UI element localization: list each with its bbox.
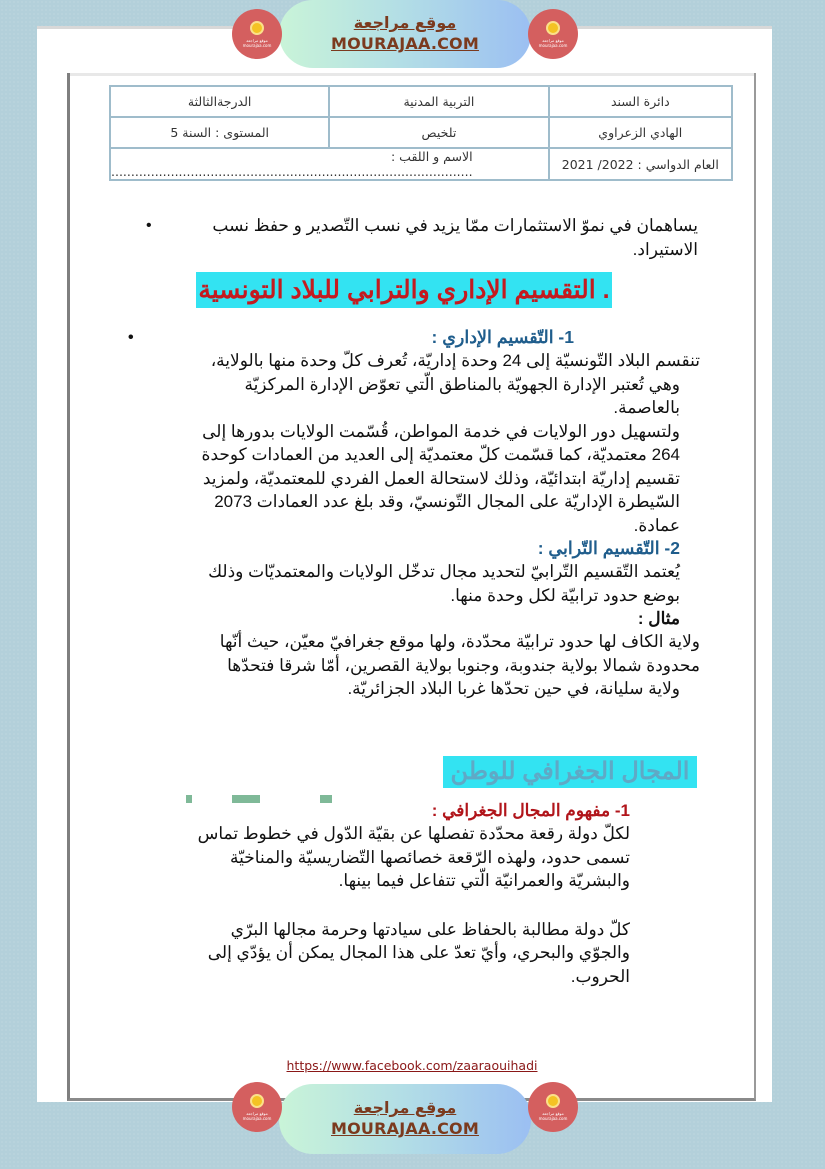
logo-icon [546, 1094, 560, 1108]
subheading-administrative: 1- التّقسيم الإداري : [431, 327, 574, 347]
paragraph-line: 264 معتمديّة، كما قسّمت كلّ معتمديّة إلى العديد من العمادات كوحدة [201, 445, 680, 464]
paragraph-line: كلّ دولة مطالبة بالحفاظ على سيادتها وحرمة مجالها البرّي [230, 919, 630, 939]
site-banner-top[interactable] [279, 0, 531, 68]
site-logo-badge-left[interactable] [232, 9, 282, 59]
header-info-table [109, 85, 733, 181]
section-geographic-body [170, 799, 630, 988]
logo-icon [250, 21, 264, 35]
site-name-arabic[interactable]: موقع مراجعة [353, 13, 457, 32]
table-row [110, 148, 732, 180]
intro-line: الاستيراد. [632, 239, 698, 259]
example-label: مثال : [637, 609, 680, 628]
section-title-administrative-division: . التقسيم الإداري والترابي للبلاد التونسية [196, 272, 612, 308]
paragraph-line: لكلّ دولة رقعة محدّدة تفصلها عن بقيّة الدّول في خطوط تماس [197, 824, 630, 843]
section-administrative-body [130, 326, 700, 701]
site-name-arabic[interactable]: موقع مراجعة [353, 1098, 457, 1117]
paragraph-line: محدودة شمالا بولاية جندوبة، وجنوبا بولاية القصرين، أمّا شرقا فتحدّها [227, 655, 700, 675]
logo-icon [250, 1094, 264, 1108]
badge-text: موقع مراجعة mourajaa.com [538, 37, 568, 48]
student-name-field[interactable]: الاسم و اللقب : ........................................................................................... [110, 148, 549, 180]
teacher-cell: الهادي الزعراوي [549, 117, 732, 148]
grade-cell: الدرجةالثالثة [110, 86, 329, 117]
paragraph-line: والبشريّة والعمرانيّة الّتي تتفاعل فيما بينها. [338, 871, 630, 890]
paragraph-line: ولاية الكاف لها حدود ترابيّة محدّدة، ولها موقع جغرافيّ معيّن، حيث أنّها [219, 632, 700, 651]
paragraph-line: بوضع حدود ترابيّة لكل وحدة منها. [450, 585, 680, 605]
site-logo-badge-right[interactable] [528, 1082, 578, 1132]
school-year-cell: العام الدواسي : 2022/ 2021 [549, 148, 732, 180]
subject-cell: التربية المدنية [329, 86, 548, 117]
section-title-geographic-space: المجال الجغرافي للوطن [443, 756, 697, 788]
paragraph-line: عمادة. [633, 515, 680, 535]
paragraph-line: ولتسهيل دور الولايات في خدمة المواطن، قُسّمت الولايات بدورها إلى [202, 421, 680, 441]
type-cell: تلخيص [329, 117, 548, 148]
bullet-icon: • [146, 217, 152, 234]
facebook-link[interactable]: https://www.facebook.com/zaaraouihadi [286, 1058, 538, 1073]
subheading-geographic-concept: 1- مفهوم المجال الجغرافي : [431, 801, 630, 820]
bullet-icon: • [128, 329, 134, 346]
subheading-territorial: 2- التّقسيم التّرابي : [537, 538, 680, 558]
table-row [110, 117, 732, 148]
site-logo-badge-left[interactable] [232, 1082, 282, 1132]
table-row [110, 86, 732, 117]
site-logo-badge-right[interactable] [528, 9, 578, 59]
badge-text: موقع مراجعة mourajaa.com [242, 1110, 272, 1121]
paragraph-line: بالعاصمة. [613, 398, 680, 417]
intro-paragraph [146, 214, 698, 261]
paragraph-line: وهي تُعتبر الإدارة الجهويّة بالمناطق الّتي تعوّض الإدارة المركزيّة [244, 374, 680, 394]
paragraph-line: يُعتمد التّقسيم التّرابيّ لتحديد مجال تدخّل الولايات والمعتمديّات وذلك [208, 562, 680, 581]
badge-text: موقع مراجعة mourajaa.com [242, 37, 272, 48]
paragraph-line: ولاية سليانة، في حين تحدّها غربا البلاد الجزائريّة. [347, 679, 680, 698]
paragraph-line: تنقسم البلاد التّونسيّة إلى 24 وحدة إداريّة، تُعرف كلّ وحدة منها بالولاية، [210, 351, 700, 370]
intro-line: يساهمان في نموّ الاستثمارات ممّا يزيد في نسب التّصدير و حفظ نسب [212, 216, 698, 235]
logo-icon [546, 21, 560, 35]
paragraph-line: والجوّي والبحري، وأيّ تعدّ على هذا المجال يمكن أن يؤدّي إلى [207, 943, 630, 962]
site-name-english[interactable]: MOURAJAA.COM [331, 1119, 479, 1138]
district-cell: دائرة السند [549, 86, 732, 117]
paragraph-line: تسمى حدود، ولهذه الرّقعة خصائصها التّضاريسيّة والمناخيّة [230, 847, 630, 867]
site-name-english[interactable]: MOURAJAA.COM [331, 34, 479, 53]
paragraph-line: تقسيم إداريّة ابتدائيّة، وذلك لاستحالة العمل الفردي للمعتمديّة، ولمزيد [202, 468, 680, 488]
level-cell: المستوى : السنة 5 [110, 117, 329, 148]
paragraph-line: السّيطرة الإداريّة على المجال التّونسيّ، وقد بلغ عدد العمادات 2073 [214, 492, 680, 511]
paragraph-line: الحروب. [570, 966, 630, 986]
badge-text: موقع مراجعة mourajaa.com [538, 1110, 568, 1121]
site-banner-bottom[interactable] [279, 1084, 531, 1154]
